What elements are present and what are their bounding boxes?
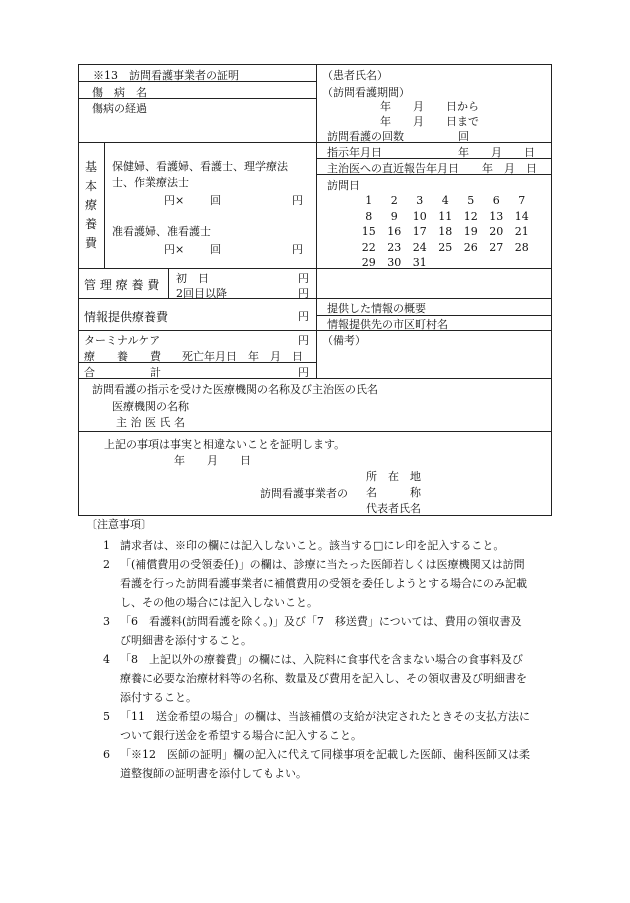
calendar-row [356, 240, 535, 256]
note-number: 6 [103, 748, 110, 761]
calendar-day: 7 [518, 194, 526, 207]
note-line: 療養に必要な治療材料等の名称、数量及び費用を記入し、その領収書及び明細書を [120, 672, 527, 685]
calendar-day: 12 [463, 209, 478, 223]
assist-yen-x: 円× [164, 243, 185, 256]
visit-day-label: 訪問日 [327, 179, 360, 192]
calendar-day: 30 [387, 256, 402, 270]
note-number: 3 [103, 615, 110, 628]
instructing-label: 訪問看護の指示を受けた医療機関の名称及び主治医の氏名 [92, 383, 378, 396]
provider-label: 訪問看護事業者の [260, 487, 348, 500]
death-date-label: 死亡年月日 年 月 日 [182, 350, 303, 363]
note-number: 1 [103, 539, 110, 552]
calendar-day: 26 [463, 240, 478, 254]
calendar-row [356, 209, 535, 225]
nurse-yen-x: 円× [164, 194, 185, 207]
note-line: ついて銀行送金を希望する場合に記入すること。 [120, 729, 362, 742]
info-fee-yen: 円 [298, 310, 309, 323]
note-line: び明細書を添付すること。 [120, 634, 252, 647]
report-date-value: 年 月 日 [482, 162, 537, 175]
cert-title: ※13 訪問看護事業者の証明 [93, 69, 239, 82]
visit-period-from: 年 月 日から [380, 100, 479, 113]
nurse-yen: 円 [292, 194, 303, 207]
note-number: 5 [103, 710, 110, 723]
nurse-types-line2: 士、作業療法士 [112, 176, 189, 189]
provider-name-label: 名 称 [366, 486, 421, 499]
mgmt-second-yen: 円 [298, 287, 309, 300]
calendar-day: 31 [412, 256, 427, 270]
patient-name-label: （患者氏名） [322, 69, 388, 82]
calendar-day: 23 [387, 240, 402, 254]
provider-address-label: 所 在 地 [366, 470, 421, 483]
terminal-fee-label: 療 養 費 [84, 350, 161, 363]
representative-label: 代表者氏名 [366, 502, 421, 515]
calendar-day: 16 [387, 225, 402, 239]
calendar-day: 24 [412, 240, 427, 254]
calendar-day: 9 [390, 209, 398, 223]
nurse-times: 回 [210, 194, 221, 207]
mgmt-fee-divider [168, 268, 169, 298]
note-line: 請求者は、※印の欄には記入しないこと。該当する□にレ印を記入すること。 [120, 539, 505, 552]
doctor-name-label: 主 治 医 氏 名 [116, 416, 185, 429]
calendar-day: 20 [489, 225, 504, 239]
calendar-row [356, 193, 535, 209]
info-city-label: 情報提供先の市区町村名 [327, 318, 448, 331]
total-label: 合 計 [84, 366, 161, 379]
note-line: 添付すること。 [120, 691, 197, 704]
calendar-day: 6 [492, 194, 500, 207]
calendar-day: 15 [361, 225, 376, 239]
terminal-care-label: ターミナルケア [84, 334, 161, 347]
calendar-day: 11 [438, 209, 453, 223]
calendar-day: 8 [365, 209, 373, 223]
nurse-types-line1: 保健婦、看護婦、看護士、理学療法 [112, 160, 288, 173]
calendar-row [356, 255, 535, 271]
mgmt-first-yen: 円 [298, 272, 309, 285]
info-summary-label: 提供した情報の概要 [327, 302, 426, 315]
calendar-day: 13 [489, 209, 504, 223]
assist-yen: 円 [292, 243, 303, 256]
rule [78, 431, 552, 432]
mgmt-first-day: 初 日 [176, 272, 209, 285]
assist-times: 回 [210, 243, 221, 256]
terminal-care-yen: 円 [298, 334, 309, 347]
info-fee-label: 情報提供療養費 [84, 310, 169, 324]
calendar-day: 25 [438, 240, 453, 254]
calendar-day: 18 [438, 225, 453, 239]
calendar-day: 2 [390, 194, 398, 207]
calendar-day: 29 [361, 256, 376, 270]
note-line: し、その他の場合には記入しないこと。 [120, 596, 318, 609]
institution-name-label: 医療機関の名称 [112, 400, 189, 413]
instruction-date-label: 指示年月日 [327, 146, 382, 159]
calendar-day: 17 [412, 225, 427, 239]
rule [78, 298, 552, 299]
note-line: 「※12 医師の証明」欄の記入に代えて同様事項を記載した医師、歯科医師又は柔 [120, 748, 530, 761]
note-line: 「8 上記以外の療養費」の欄には、入院料に食事代を含まない場合の食事料及び [120, 653, 523, 666]
instruction-date-value: 年 月 日 [458, 146, 535, 159]
report-date-label: 主治医への直近報告年月日 [327, 162, 459, 175]
note-line: 道整復師の証明書を添付してもよい。 [120, 767, 307, 780]
calendar-day: 1 [365, 194, 373, 207]
calendar-day: 19 [463, 225, 478, 239]
calendar-day: 5 [467, 194, 475, 207]
calendar-day: 4 [441, 194, 449, 207]
calendar-day: 22 [361, 240, 376, 254]
injury-name-label: 傷 病 名 [92, 86, 147, 99]
visit-count-unit: 回 [458, 130, 469, 143]
rule [78, 142, 552, 143]
basic-fee-label: 基本療養費 [84, 160, 97, 250]
calendar-day: 28 [514, 240, 529, 254]
cert-date: 年 月 日 [174, 454, 251, 467]
remarks-label: （備考） [322, 334, 366, 347]
visit-calendar [356, 193, 535, 271]
note-number: 4 [103, 653, 110, 666]
visit-count-label: 訪問看護の回数 [327, 130, 404, 143]
calendar-row [356, 224, 535, 240]
total-yen: 円 [298, 366, 309, 379]
calendar-day: 14 [514, 209, 529, 223]
calendar-day: 3 [416, 194, 424, 207]
mgmt-fee-label: 管 理 療 養 費 [84, 278, 160, 292]
note-line: 看護を行った訪問看護事業者に補償費用の受領を委任しようとする場合にのみ記載 [120, 577, 527, 590]
visit-period-label: （訪問看護期間） [322, 86, 410, 99]
note-line: 「6 看護料(訪問看護を除く。)」及び「7 移送費」については、費用の領収書及 [120, 615, 522, 628]
assist-nurse-label: 准看護婦、准看護士 [112, 225, 211, 238]
calendar-day: 27 [489, 240, 504, 254]
note-number: 2 [103, 558, 110, 571]
visit-period-to: 年 月 日まで [380, 115, 479, 128]
basic-fee-divider [104, 142, 105, 268]
rule [78, 330, 552, 331]
certify-text: 上記の事項は事実と相違ないことを証明します。 [104, 438, 346, 451]
calendar-day: 10 [412, 209, 427, 223]
injury-course-label: 傷病の経過 [92, 102, 147, 115]
notes-heading: 〔注意事項〕 [86, 518, 152, 531]
note-line: 「(補償費用の受領委任)」の欄は、診療に当たった医師若しくは医療機関又は訪問 [120, 558, 525, 571]
mgmt-second: 2回目以降 [176, 287, 227, 300]
note-line: 「11 送金希望の場合」の欄は、当該補償の支給が決定されたときその支払方法に [120, 710, 530, 723]
calendar-day: 21 [514, 225, 529, 239]
